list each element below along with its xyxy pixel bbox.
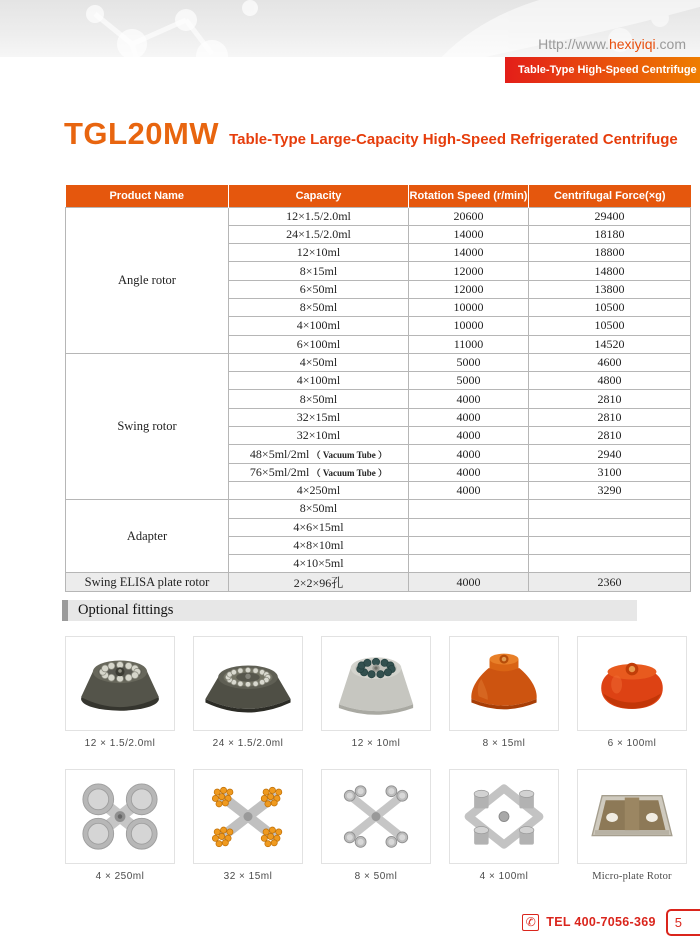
force-cell: 2810 [529,408,691,426]
capacity-cell: 12×1.5/2.0ml [229,207,409,225]
spec-row [66,207,691,225]
cross-rotor-32x15-orange-tubes-icon [197,774,299,860]
fitting-item [577,636,687,749]
product-image-frame [577,769,687,864]
fitting-item [65,636,175,749]
speed-cell: 4000 [409,445,529,463]
force-cell [529,536,691,554]
product-name-cell: Swing ELISA plate rotor [66,573,229,591]
capacity-cell: 24×1.5/2.0ml [229,225,409,243]
phone-icon: ✆ [522,914,539,931]
speed-cell: 12000 [409,280,529,298]
column-header: Capacity [229,185,409,207]
capacity-cell: 4×10×5ml [229,555,409,573]
fitting-item [321,769,431,882]
optional-fittings-section-header: Optional fittings [62,600,637,621]
capacity-cell: 2×2×96孔 [229,573,409,591]
capacity-cell: 32×10ml [229,427,409,445]
capacity-cell: 4×250ml [229,481,409,499]
url-prefix: Http://www. [538,36,609,52]
speed-cell [409,555,529,573]
force-cell [529,555,691,573]
force-cell [529,500,691,518]
fitting-caption: 12 × 10ml [351,738,401,749]
force-cell: 2810 [529,427,691,445]
url-brand: hexiyiqi [608,36,656,52]
speed-cell [409,500,529,518]
capacity-cell: 4×8×10ml [229,536,409,554]
speed-cell: 4000 [409,463,529,481]
capacity-cell: 4×6×15ml [229,518,409,536]
model-subtitle: Table-Type Large-Capacity High-Speed Refrigerated Centrifuge [229,131,678,148]
force-cell: 13800 [529,280,691,298]
product-image-frame [321,636,431,731]
speed-cell: 10000 [409,298,529,316]
fitting-item [449,769,559,882]
spec-row [66,353,691,371]
capacity-cell: 4×100ml [229,317,409,335]
spec-row [66,573,691,591]
micro-plate-rotor-icon [581,774,683,860]
product-image-frame [449,636,559,731]
fitting-caption: 24 × 1.5/2.0ml [212,738,284,749]
fitting-caption: 32 × 15ml [223,871,273,882]
capacity-cell: 32×15ml [229,408,409,426]
fitting-item [577,769,687,882]
product-image-frame [65,636,175,731]
speed-cell: 12000 [409,262,529,280]
speed-cell [409,536,529,554]
speed-cell: 4000 [409,390,529,408]
speed-cell: 14000 [409,225,529,243]
model-name: TGL20MW [64,116,220,151]
product-name-cell: Swing rotor [66,353,229,499]
angle-rotor-12x1.5-dark-icon [69,641,171,727]
cone-rotor-8x15-orange-icon [453,641,555,727]
speed-cell: 5000 [409,353,529,371]
product-image-frame [321,769,431,864]
force-cell: 2360 [529,573,691,591]
swing-rotor-4x250-buckets-icon [69,774,171,860]
capacity-cell: 76×5ml/2ml （ Vacuum Tube ） [229,463,409,481]
capacity-cell: 6×100ml [229,335,409,353]
spec-row [66,500,691,518]
force-cell [529,518,691,536]
capacity-cell: 12×10ml [229,244,409,262]
force-cell: 3290 [529,481,691,499]
speed-cell: 20600 [409,207,529,225]
page-number: 5 [666,909,700,936]
page-title [64,116,678,152]
capacity-cell: 8×50ml [229,298,409,316]
capacity-cell: 8×15ml [229,262,409,280]
fitting-item [193,636,303,749]
speed-cell: 4000 [409,408,529,426]
product-image-frame [193,769,303,864]
force-cell: 2940 [529,445,691,463]
fitting-caption: 8 × 15ml [482,738,526,749]
fitting-item [65,769,175,882]
force-cell: 10500 [529,298,691,316]
speed-cell [409,518,529,536]
force-cell: 14800 [529,262,691,280]
force-cell: 29400 [529,207,691,225]
force-cell: 18180 [529,225,691,243]
fitting-caption: 4 × 100ml [479,871,529,882]
column-header: Product Name [66,185,229,207]
speed-cell: 14000 [409,244,529,262]
fittings-gallery-row-1 [65,636,687,749]
product-image-frame [449,769,559,864]
vacuum-tube-note: （ Vacuum Tube ） [309,449,388,460]
speed-cell: 4000 [409,573,529,591]
product-name-cell: Angle rotor [66,207,229,353]
header-band [0,0,700,57]
column-header: Rotation Speed (r/min) [409,185,529,207]
speed-cell: 4000 [409,427,529,445]
capacity-cell: 8×50ml [229,500,409,518]
round-rotor-6x100-red-icon [581,641,683,727]
force-cell: 4600 [529,353,691,371]
fitting-caption: 8 × 50ml [354,871,398,882]
force-cell: 14520 [529,335,691,353]
spec-table-body [66,207,691,591]
swing-rotor-4x100-icon [453,774,555,860]
website-url[interactable] [538,36,686,52]
spec-table-header-row [66,185,691,207]
fitting-item [449,636,559,749]
product-image-frame [65,769,175,864]
force-cell: 3100 [529,463,691,481]
footer-telephone: TEL 400-7056-369 [546,915,656,929]
capacity-cell: 4×100ml [229,372,409,390]
speed-cell: 4000 [409,481,529,499]
column-header: Centrifugal Force(×g) [529,185,691,207]
url-suffix: .com [655,36,686,52]
speed-cell: 5000 [409,372,529,390]
speed-cell: 11000 [409,335,529,353]
speed-cell: 10000 [409,317,529,335]
force-cell: 4800 [529,372,691,390]
product-name-cell: Adapter [66,500,229,573]
fitting-item [321,636,431,749]
vacuum-tube-note: （ Vacuum Tube ） [309,467,388,478]
product-image-frame [577,636,687,731]
fitting-caption: Micro-plate Rotor [592,871,672,882]
product-image-frame [193,636,303,731]
fitting-caption: 4 × 250ml [95,871,145,882]
force-cell: 18800 [529,244,691,262]
footer [522,908,700,936]
capacity-cell: 48×5ml/2ml （ Vacuum Tube ） [229,445,409,463]
capacity-cell: 4×50ml [229,353,409,371]
angle-rotor-24x1.5-dark-icon [197,641,299,727]
force-cell: 10500 [529,317,691,335]
angle-rotor-12x10-gray-icon [325,641,427,727]
spec-table [65,185,691,592]
fitting-caption: 12 × 1.5/2.0ml [84,738,156,749]
capacity-cell: 8×50ml [229,390,409,408]
cross-rotor-8x50-gray-tubes-icon [325,774,427,860]
force-cell: 2810 [529,390,691,408]
fitting-item [193,769,303,882]
category-banner: Table-Type High-Speed Centrifuge [505,57,700,83]
fittings-gallery-row-2 [65,769,687,882]
fitting-caption: 6 × 100ml [607,738,657,749]
capacity-cell: 6×50ml [229,280,409,298]
